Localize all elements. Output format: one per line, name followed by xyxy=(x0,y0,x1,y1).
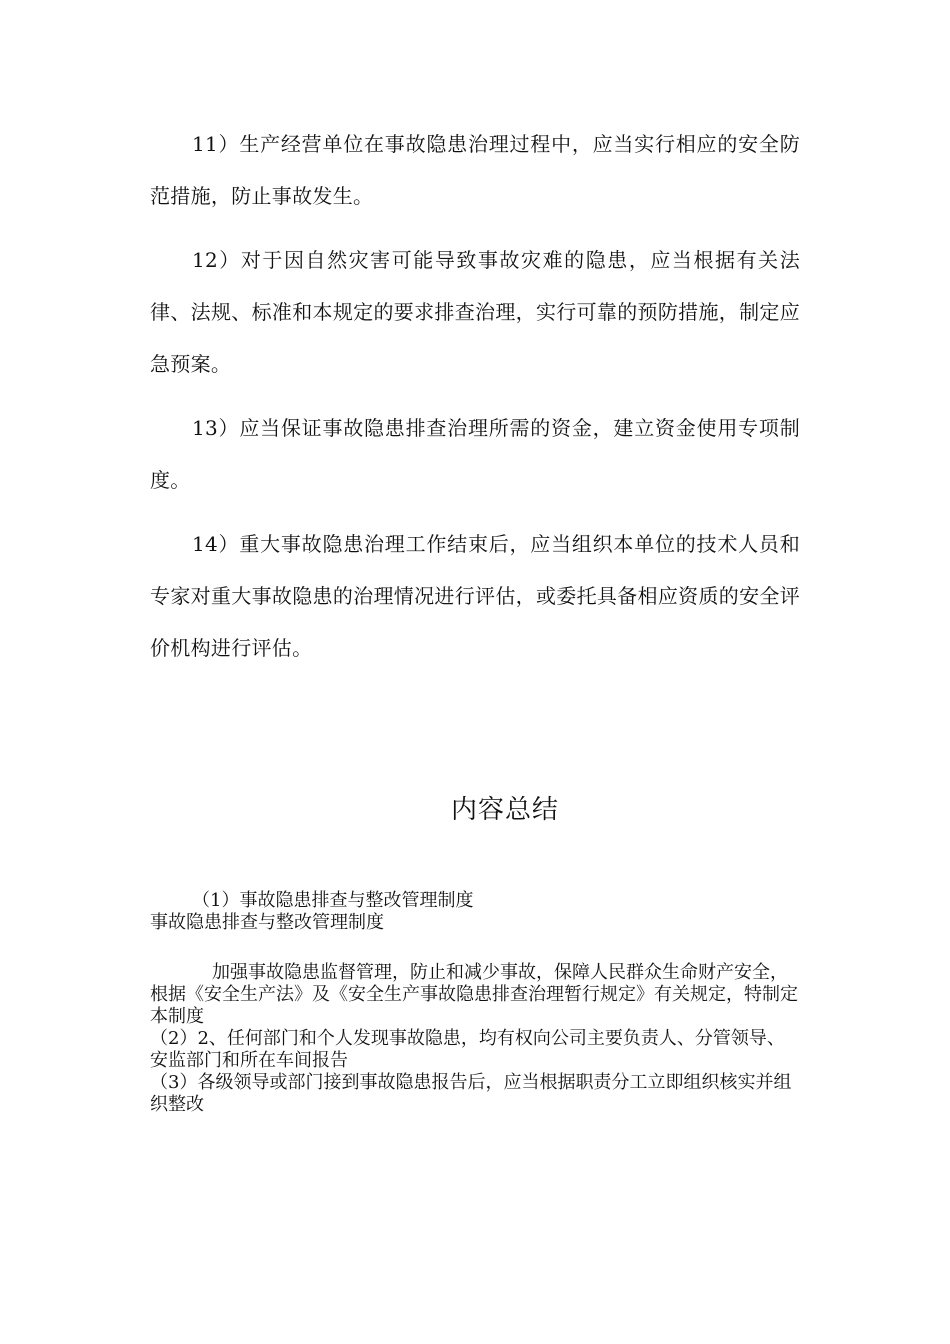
summary-spacer xyxy=(150,934,800,962)
paragraph-13: 13）应当保证事故隐患排查治理所需的资金，建立资金使用专项制度。 xyxy=(150,416,800,492)
paragraph-14: 14）重大事故隐患治理工作结束后，应当组织本单位的技术人员和专家对重大事故隐患的治理情况进行评估，或委托具备相应资质的安全评价机构进行评估。 xyxy=(150,532,800,660)
summary-section xyxy=(150,890,800,1116)
summary-item-3: （3）各级领导或部门接到事故隐患报告后，应当根据职责分工立即组织核实并组织整改 xyxy=(150,1072,792,1115)
summary-item-1-subtitle: 事故隐患排查与整改管理制度 xyxy=(150,912,384,933)
document-body xyxy=(150,118,800,686)
summary-item-2: （2）2、任何部门和个人发现事故隐患，均有权向公司主要负责人、分管领导、安监部门和所在车间报告 xyxy=(150,1028,785,1071)
paragraph-11: 11）生产经营单位在事故隐患治理过程中，应当实行相应的安全防范措施，防止事故发生。 xyxy=(150,132,800,208)
summary-item-1-heading: （1）事故隐患排查与整改管理制度 xyxy=(192,890,474,911)
paragraph-12: 12）对于因自然灾害可能导致事故灾难的隐患，应当根据有关法律、法规、标准和本规定的要求排查治理，实行可靠的预防措施，制定应急预案。 xyxy=(150,248,800,376)
summary-item-1-body: 加强事故隐患监督管理，防止和减少事故，保障人民群众生命财产安全，根据《安全生产法》及《安全生产事故隐患排查治理暂行规定》有关规定，特制定本制度 xyxy=(150,962,798,1027)
summary-title: 内容总结 xyxy=(450,795,559,825)
